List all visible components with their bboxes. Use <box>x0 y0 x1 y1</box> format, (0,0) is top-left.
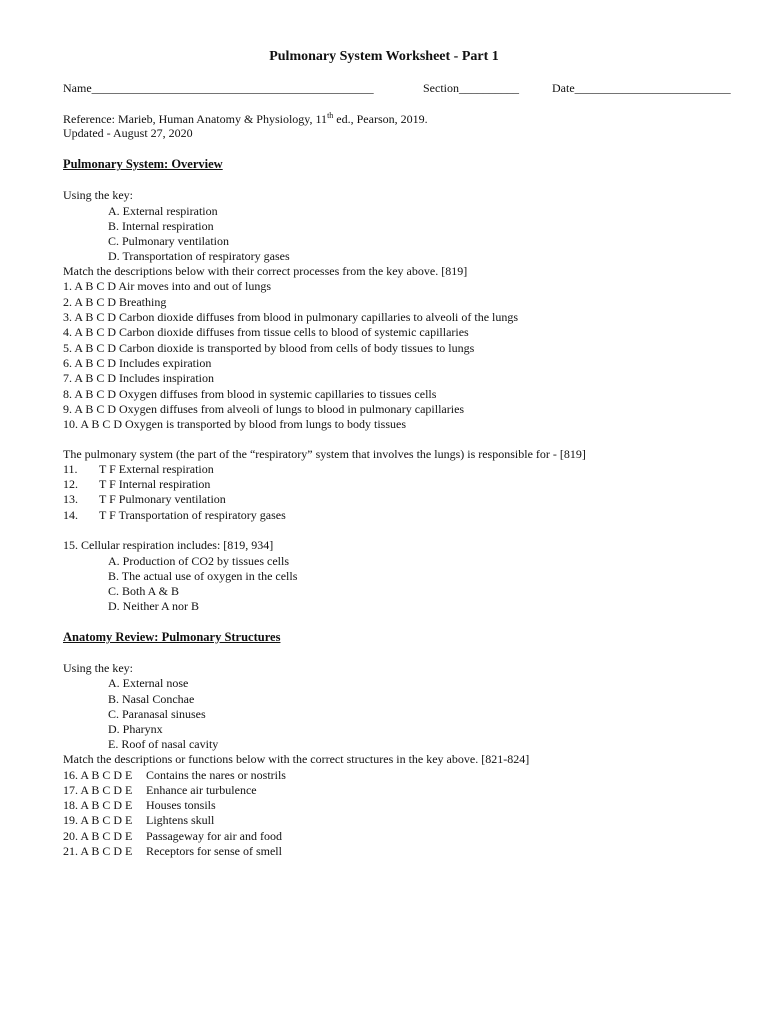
reference-line: Reference: Marieb, Human Anatomy & Physiology, 11th ed., Pearson, 2019. <box>63 111 428 126</box>
question-item: 6. A B C D Includes expiration <box>63 356 212 370</box>
tf-question: 14. T F Transportation of respiratory gases <box>63 508 286 522</box>
question-item: 10. A B C D Oxygen is transported by blood from lungs to body tissues <box>63 417 406 431</box>
structure-question: 19. A B C D E Lightens skull <box>63 813 215 827</box>
key-item: D. Pharynx <box>108 722 163 736</box>
question-item: 8. A B C D Oxygen diffuses from blood in systemic capillaries to tissues cells <box>63 387 437 401</box>
structure-question: 18. A B C D E Houses tonsils <box>63 798 216 812</box>
key-intro: Using the key: <box>63 661 133 675</box>
section-heading-anatomy: Anatomy Review: Pulmonary Structures <box>63 630 281 644</box>
q15-option: B. The actual use of oxygen in the cells <box>108 569 298 583</box>
page-title: Pulmonary System Worksheet - Part 1 <box>269 49 499 64</box>
tf-intro: The pulmonary system (the part of the “respiratory” system that involves the lungs) is responsible for - [819] <box>63 447 586 461</box>
key-item: C. Pulmonary ventilation <box>108 234 229 248</box>
name-field-label: Name_______________________________________________ <box>63 81 374 95</box>
structure-question: 17. A B C D E Enhance air turbulence <box>63 783 257 797</box>
section-field-label: Section__________ <box>423 81 519 95</box>
q15-option: C. Both A & B <box>108 584 180 598</box>
key-item: C. Paranasal sinuses <box>108 707 206 721</box>
key-item: B. Internal respiration <box>108 219 214 233</box>
question-item: 7. A B C D Includes inspiration <box>63 371 214 385</box>
key-item: D. Transportation of respiratory gases <box>108 249 290 263</box>
q15-option: D. Neither A nor B <box>108 599 199 613</box>
key-item: A. External nose <box>108 676 189 690</box>
question-item: 2. A B C D Breathing <box>63 295 167 309</box>
key-item: E. Roof of nasal cavity <box>108 737 219 751</box>
tf-question: 11. T F External respiration <box>63 462 214 476</box>
question-item: 9. A B C D Oxygen diffuses from alveoli of lungs to blood in pulmonary capillaries <box>63 402 465 416</box>
match-instruction: Match the descriptions below with their correct processes from the key above. [819] <box>63 264 468 278</box>
updated-line: Updated - August 27, 2020 <box>63 126 193 140</box>
question-item: 4. A B C D Carbon dioxide diffuses from tissue cells to blood of systemic capillaries <box>63 325 469 339</box>
section-heading-overview: Pulmonary System: Overview <box>63 157 223 171</box>
question-item: 5. A B C D Carbon dioxide is transported by blood from cells of body tissues to lungs <box>63 341 475 355</box>
key-intro: Using the key: <box>63 188 133 202</box>
question-item: 1. A B C D Air moves into and out of lungs <box>63 279 272 293</box>
match-instruction: Match the descriptions or functions below with the correct structures in the key above. [821-824] <box>63 752 530 766</box>
key-item: A. External respiration <box>108 204 218 218</box>
q15-option: A. Production of CO2 by tissues cells <box>108 554 289 568</box>
structure-question: 16. A B C D E Contains the nares or nostrils <box>63 768 286 782</box>
tf-question: 12. T F Internal respiration <box>63 477 211 491</box>
tf-question: 13. T F Pulmonary ventilation <box>63 492 226 506</box>
date-field-label: Date__________________________ <box>552 81 731 95</box>
question-item: 3. A B C D Carbon dioxide diffuses from blood in pulmonary capillaries to alveoli of the lungs <box>63 310 519 324</box>
structure-question: 20. A B C D E Passageway for air and food <box>63 829 282 843</box>
structure-question: 21. A B C D E Receptors for sense of smell <box>63 844 282 858</box>
question-15: 15. Cellular respiration includes: [819, 934] <box>63 538 274 552</box>
key-item: B. Nasal Conchae <box>108 692 195 706</box>
